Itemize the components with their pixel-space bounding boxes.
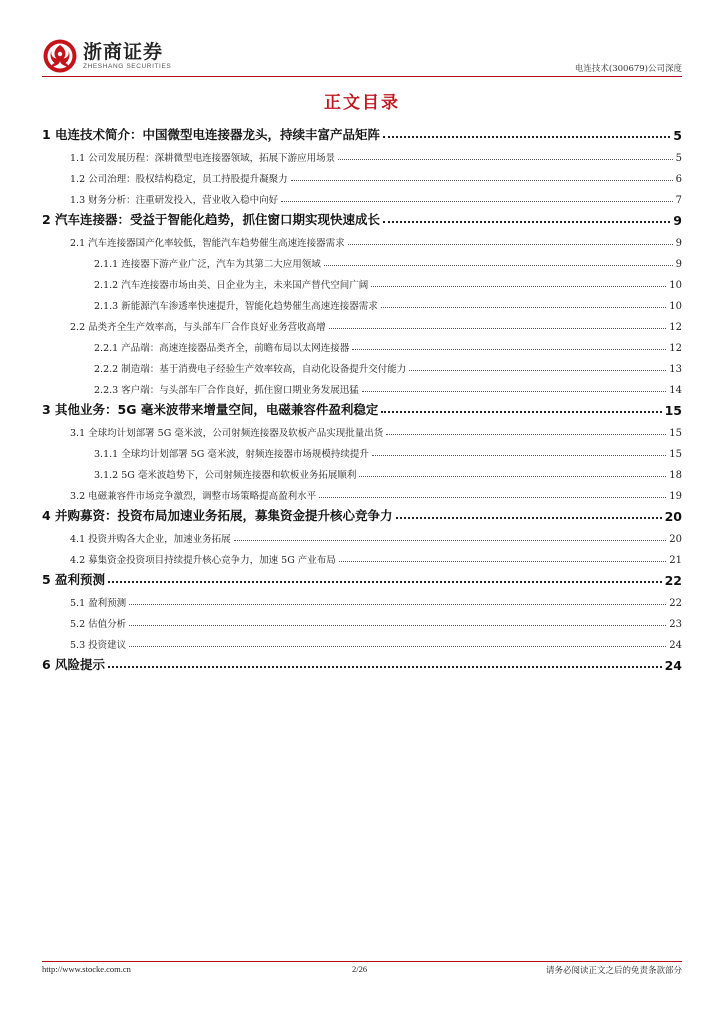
dot-leader (339, 561, 666, 562)
disclaimer-note: 请务必阅读正文之后的免责条款部分 (545, 966, 682, 976)
toc-entry-level-1[interactable] (42, 502, 682, 524)
toc-entry-level-3[interactable] (42, 354, 682, 375)
dot-leader (281, 201, 672, 202)
toc-entry-page[interactable]: 19 (669, 491, 682, 502)
toc-entry-level-3[interactable] (42, 249, 682, 270)
dot-leader (396, 517, 662, 519)
toc-entry-page[interactable]: 14 (669, 385, 682, 396)
dot-leader (319, 497, 666, 498)
toc-entry-title[interactable]: 2.2 品类齐全生产效率高，与头部车厂合作良好业务营收高增 (70, 322, 326, 333)
logo-english-name: ZHESHANG SECURITIES (83, 63, 172, 70)
dot-leader (338, 159, 672, 160)
toc-entry-title[interactable]: 1.3 财务分析：注重研发投入，营业收入稳中向好 (70, 195, 279, 206)
toc-entry-page[interactable]: 23 (669, 619, 682, 630)
dot-leader (348, 244, 673, 245)
toc-entry-page[interactable]: 5 (673, 128, 682, 143)
toc-entry-level-3[interactable] (42, 439, 682, 460)
dot-leader (291, 180, 673, 181)
toc-entry-level-2[interactable] (42, 185, 682, 206)
toc-entry-page[interactable]: 6 (675, 174, 682, 185)
toc-entry-title[interactable]: 2.1 汽车连接器国产化率较低，智能汽车趋势催生高速连接器需求 (70, 238, 345, 249)
toc-entry-page[interactable]: 7 (675, 195, 682, 206)
toc-entry-page[interactable]: 12 (669, 322, 682, 333)
footer-website-link[interactable]: http://www.stocke.com.cn (42, 964, 131, 974)
dot-leader (129, 625, 666, 626)
toc-entry-title[interactable]: 1 电连技术简介：中国微型电连接器龙头，持续丰富产品矩阵 (42, 127, 381, 142)
toc-entry-page[interactable]: 22 (669, 598, 682, 609)
dot-leader (324, 265, 673, 266)
toc-entry-level-3[interactable] (42, 333, 682, 354)
dot-leader (329, 328, 667, 329)
toc-entry-title[interactable]: 2.1.1 连接器下游产业广泛，汽车为其第二大应用领域 (94, 259, 321, 270)
dot-leader (352, 349, 666, 350)
toc-entry-page[interactable]: 10 (669, 280, 682, 291)
toc-entry-page[interactable]: 13 (669, 364, 682, 375)
page-number: 2/26 (352, 964, 368, 974)
toc-entry-title[interactable]: 2.1.2 汽车连接器市场由美、日企业为主，未来国产替代空间广阔 (94, 280, 369, 291)
toc-entry-level-1[interactable] (42, 396, 682, 418)
toc-entry-level-2[interactable] (42, 312, 682, 333)
toc-entry-level-2[interactable] (42, 143, 682, 164)
toc-entry-title[interactable]: 1.1 公司发展历程：深耕微型电连接器领域，拓展下游应用场景 (70, 153, 336, 164)
toc-entry-page[interactable]: 15 (664, 403, 682, 418)
toc-title: 正文目录 (324, 93, 400, 113)
toc-entry-page[interactable]: 9 (675, 259, 682, 270)
dot-leader (108, 581, 662, 583)
header-divider (42, 76, 682, 77)
toc-entry-level-2[interactable] (42, 609, 682, 630)
toc-entry-title[interactable]: 3.1 全球均计划部署 5G 毫米波，公司射频连接器及软板产品实现批量出货 (70, 428, 384, 439)
toc-entry-title[interactable]: 5 盈利预测 (42, 572, 106, 587)
page-footer (42, 964, 682, 978)
toc-entry-title[interactable]: 4.1 投资并购各大企业，加速业务拓展 (70, 534, 231, 545)
table-of-contents (42, 121, 682, 673)
toc-entry-page[interactable]: 20 (664, 509, 682, 524)
dot-leader (362, 391, 667, 392)
dot-leader (129, 646, 666, 647)
dot-leader (383, 136, 670, 138)
footer-divider (42, 961, 682, 962)
toc-entry-page[interactable]: 21 (669, 555, 682, 566)
toc-entry-level-1[interactable] (42, 206, 682, 228)
toc-entry-page[interactable]: 20 (669, 534, 682, 545)
toc-entry-title[interactable]: 4 并购募资：投资布局加速业务拓展，募集资金提升核心竞争力 (42, 508, 393, 523)
company-logo (42, 34, 171, 78)
toc-entry-level-1[interactable] (42, 121, 682, 143)
page-header (42, 34, 682, 78)
dot-leader (381, 411, 661, 413)
toc-entry-page[interactable]: 22 (664, 573, 682, 588)
toc-entry-title[interactable]: 5.1 盈利预测 (70, 598, 127, 609)
toc-entry-level-3[interactable] (42, 291, 682, 312)
dot-leader (372, 455, 666, 456)
toc-entry-title[interactable]: 2.1.3 新能源汽车渗透率快速提升，智能化趋势催生高速连接器需求 (94, 301, 378, 312)
toc-entry-level-2[interactable] (42, 630, 682, 651)
dot-leader (383, 221, 670, 223)
toc-entry-page[interactable]: 9 (673, 213, 682, 228)
logo-chinese-name: 浙商证券 (83, 41, 164, 63)
dot-leader (108, 666, 662, 668)
toc-entry-level-3[interactable] (42, 460, 682, 481)
toc-entry-page[interactable]: 9 (675, 238, 682, 249)
toc-entry-title[interactable]: 3.1.2 5G 毫米波趋势下，公司射频连接器和软板业务拓展顺利 (94, 470, 357, 481)
dot-leader (386, 434, 666, 435)
toc-entry-level-2[interactable] (42, 164, 682, 185)
toc-entry-title[interactable]: 3.1.1 全球均计划部署 5G 毫米波，射频连接器市场规模持续提升 (94, 449, 369, 460)
toc-entry-level-2[interactable] (42, 588, 682, 609)
dot-leader (359, 476, 666, 477)
dot-leader (234, 540, 667, 541)
dot-leader (129, 604, 666, 605)
logo-emblem-icon (42, 38, 78, 74)
toc-entry-page[interactable]: 12 (669, 343, 682, 354)
toc-entry-title[interactable]: 6 风险提示 (42, 657, 106, 672)
toc-entry-page[interactable]: 15 (669, 428, 682, 439)
toc-entry-title[interactable]: 2.2.2 制造端：基于消费电子经验生产效率较高，自动化设备提升交付能力 (94, 364, 407, 375)
toc-entry-page[interactable]: 24 (664, 658, 682, 673)
toc-entry-title[interactable]: 2.2.1 产品端：高速连接器品类齐全，前瞻布局以太网连接器 (94, 343, 350, 354)
toc-entry-title[interactable]: 5.2 估值分析 (70, 619, 127, 630)
toc-entry-page[interactable]: 18 (669, 470, 682, 481)
toc-entry-level-3[interactable] (42, 270, 682, 291)
toc-entry-title[interactable]: 5.3 投资建议 (70, 640, 127, 651)
dot-leader (381, 307, 667, 308)
toc-entry-level-2[interactable] (42, 418, 682, 439)
dot-leader (371, 286, 666, 287)
toc-entry-title[interactable]: 2 汽车连接器：受益于智能化趋势，抓住窗口期实现快速成长 (42, 212, 381, 227)
toc-entry-page[interactable]: 15 (669, 449, 682, 460)
toc-entry-level-2[interactable] (42, 481, 682, 502)
toc-entry-level-2[interactable] (42, 524, 682, 545)
toc-entry-level-1[interactable] (42, 651, 682, 673)
toc-entry-page[interactable]: 5 (675, 153, 682, 164)
toc-entry-title[interactable]: 1.2 公司治理：股权结构稳定，员工持股提升凝聚力 (70, 174, 288, 185)
toc-entry-title[interactable]: 2.2.3 客户端：与头部车厂合作良好，抓住窗口期业务发展迅猛 (94, 385, 359, 396)
toc-entry-level-2[interactable] (42, 228, 682, 249)
toc-entry-page[interactable]: 10 (669, 301, 682, 312)
toc-entry-title[interactable]: 4.2 募集资金投资项目持续提升核心竞争力，加速 5G 产业布局 (70, 555, 336, 566)
toc-entry-title[interactable]: 3.2 电磁兼容件市场竞争激烈，调整市场策略提高盈利水平 (70, 491, 317, 502)
report-label: 电连技术(300679)公司深度 (574, 64, 682, 74)
toc-entry-level-2[interactable] (42, 545, 682, 566)
toc-entry-level-1[interactable] (42, 566, 682, 588)
toc-entry-page[interactable]: 24 (669, 640, 682, 651)
dot-leader (409, 370, 666, 371)
toc-entry-level-3[interactable] (42, 375, 682, 396)
toc-entry-title[interactable]: 3 其他业务：5G 毫米波带来增量空间，电磁兼容件盈利稳定 (42, 402, 379, 417)
